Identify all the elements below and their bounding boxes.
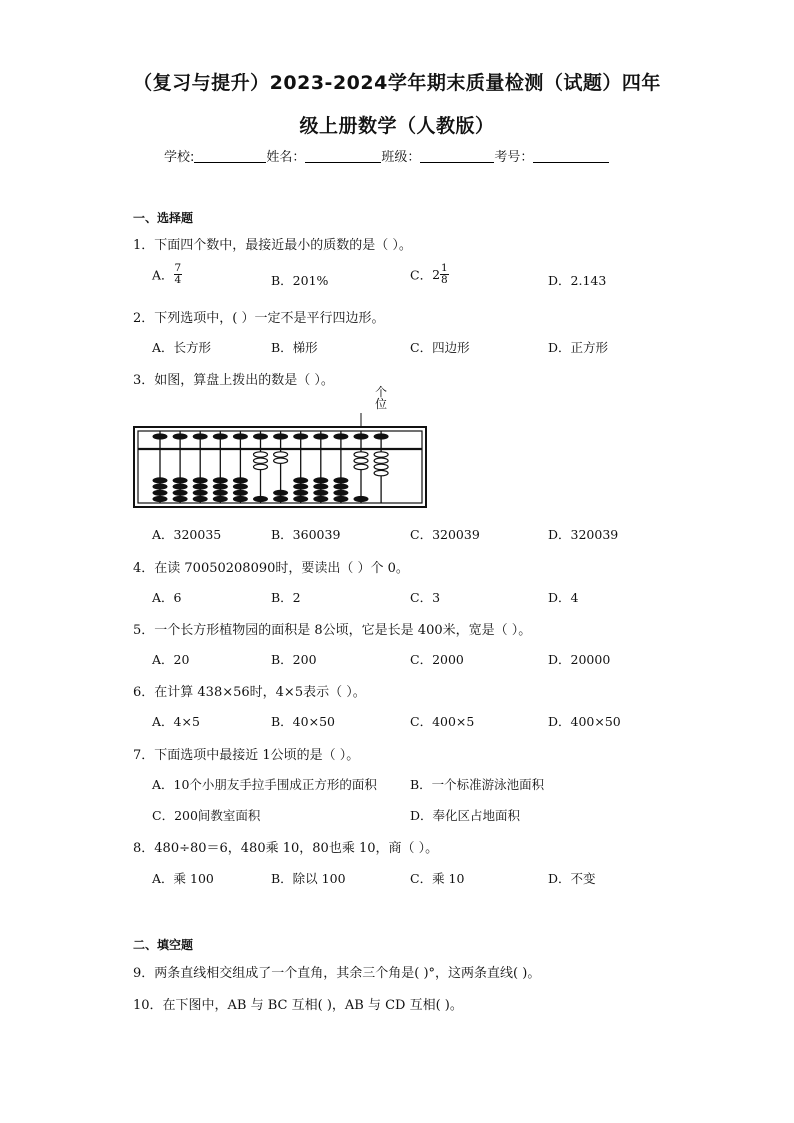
fraction-denominator: 8 <box>441 274 448 286</box>
q2-option-b[interactable]: B．梯形 <box>271 340 318 355</box>
abacus-lower-bead <box>313 477 328 483</box>
abacus-lower-bead-counted <box>354 464 368 469</box>
class-blank[interactable] <box>420 150 494 163</box>
question-8-text: 8．480÷80＝6，480乘 10，80也乘 10，商（ ）。 <box>133 841 439 856</box>
abacus-upper-bead <box>333 433 348 439</box>
abacus-lower-bead-counted <box>374 458 388 463</box>
exam-no-label: 考号： <box>494 150 534 165</box>
fraction-numerator: 1 <box>441 262 448 274</box>
abacus-lower-bead <box>193 490 208 496</box>
abacus-lower-bead-counted <box>274 452 288 457</box>
abacus-lower-bead <box>333 496 348 502</box>
abacus-lower-bead <box>213 490 228 496</box>
abacus-lower-bead <box>193 477 208 483</box>
question-4-text: 4．在读 70050208090时，要读出（ ）个 0。 <box>133 561 409 576</box>
q3-option-b[interactable]: B．360039 <box>271 527 341 542</box>
q2-option-c[interactable]: C．四边形 <box>410 340 470 355</box>
abacus-lower-bead <box>273 496 288 502</box>
q5-option-c[interactable]: C．2000 <box>410 652 464 667</box>
abacus-lower-bead <box>293 477 308 483</box>
abacus-lower-bead <box>354 496 369 502</box>
q1-option-d[interactable]: D．2.143 <box>548 273 607 288</box>
question-6-text: 6．在计算 438×56时，4×5表示（ ）。 <box>133 685 366 700</box>
abacus-lower-bead <box>313 496 328 502</box>
q2-option-d[interactable]: D．正方形 <box>548 340 609 355</box>
abacus-lower-bead <box>293 490 308 496</box>
section-fill-heading: 二、填空题 <box>133 938 194 952</box>
fraction-numerator: 7 <box>174 262 182 274</box>
school-label: 学校: <box>164 150 195 165</box>
section-choice-heading: 一、选择题 <box>133 211 194 225</box>
q3-option-a[interactable]: A．320035 <box>152 527 222 542</box>
q7-option-a[interactable]: A．10个小朋友手拉手围成正方形的面积 <box>152 777 377 792</box>
abacus-lower-bead <box>213 496 228 502</box>
q8-option-d[interactable]: D．不变 <box>548 871 596 886</box>
ones-place-label-char-2: 位 <box>374 397 387 411</box>
q5-option-d[interactable]: D．20000 <box>548 652 611 667</box>
abacus-lower-bead <box>333 484 348 490</box>
abacus-lower-bead <box>153 496 168 502</box>
abacus-lower-bead <box>173 477 188 483</box>
abacus-lower-bead <box>253 496 268 502</box>
name-blank[interactable] <box>305 150 381 163</box>
abacus-lower-bead <box>153 477 168 483</box>
q7-option-d[interactable]: D．奉化区占地面积 <box>410 808 521 823</box>
abacus-upper-bead <box>273 433 288 439</box>
abacus-lower-bead-counted <box>374 470 388 475</box>
abacus-lower-bead <box>193 484 208 490</box>
abacus-upper-bead <box>253 433 268 439</box>
abacus-lower-bead-counted <box>254 452 268 457</box>
abacus-upper-bead <box>213 433 228 439</box>
q3-option-c[interactable]: C．320039 <box>410 527 480 542</box>
q3-option-d[interactable]: D．320039 <box>548 527 619 542</box>
abacus-lower-bead-counted <box>374 464 388 469</box>
q1-option-b[interactable]: B．201% <box>271 273 329 288</box>
abacus-lower-bead <box>153 484 168 490</box>
abacus-lower-bead <box>333 490 348 496</box>
q7-option-c[interactable]: C．200间教室面积 <box>152 808 261 823</box>
abacus-lower-bead-counted <box>354 458 368 463</box>
student-info-line <box>164 146 609 165</box>
question-9-text: 9．两条直线相交组成了一个直角，其余三个角是( )°，这两条直线( )。 <box>133 966 541 981</box>
abacus-upper-bead <box>293 433 308 439</box>
q8-option-b[interactable]: B．除以 100 <box>271 871 346 886</box>
q6-option-c[interactable]: C．400×5 <box>410 714 475 729</box>
class-label: 班级： <box>381 150 421 165</box>
abacus-upper-bead <box>354 433 369 439</box>
q1-option-a[interactable] <box>152 263 182 286</box>
page-title-line-2: 级上册数学（人教版） <box>299 115 495 137</box>
abacus-lower-bead-counted <box>254 458 268 463</box>
q4-option-a[interactable]: A．6 <box>152 590 182 605</box>
q4-option-c[interactable]: C．3 <box>410 590 441 605</box>
school-blank[interactable] <box>194 150 266 163</box>
abacus-upper-bead <box>193 433 208 439</box>
q4-option-d[interactable]: D．4 <box>548 590 579 605</box>
abacus-figure <box>133 395 428 510</box>
q5-option-b[interactable]: B．200 <box>271 652 317 667</box>
question-7-text: 7．下面选项中最接近 1公顷的是（ ）。 <box>133 748 360 763</box>
abacus-lower-bead <box>293 484 308 490</box>
abacus-lower-bead <box>173 490 188 496</box>
abacus-lower-bead <box>213 477 228 483</box>
abacus-lower-bead <box>313 490 328 496</box>
abacus-lower-bead-counted <box>274 458 288 463</box>
q6-option-a[interactable]: A．4×5 <box>152 714 200 729</box>
mixed-whole-number: 2 <box>432 267 441 282</box>
name-label: 姓名： <box>266 150 306 165</box>
q4-option-b[interactable]: B．2 <box>271 590 301 605</box>
q8-option-c[interactable]: C．乘 10 <box>410 871 465 886</box>
q1-option-a-label: A． <box>152 267 174 283</box>
abacus-upper-bead <box>233 433 248 439</box>
question-1-text: 1．下面四个数中，最接近最小的质数的是（ ）。 <box>133 238 412 253</box>
abacus-lower-bead <box>213 484 228 490</box>
abacus-lower-bead <box>153 490 168 496</box>
q7-option-b[interactable]: B．一个标准游泳池面积 <box>410 777 545 792</box>
abacus-lower-bead <box>233 477 248 483</box>
abacus-lower-bead <box>293 496 308 502</box>
ones-place-label-char-1: 个 <box>374 385 387 399</box>
question-2-text: 2．下列选项中，( ）一定不是平行四边形。 <box>133 311 385 326</box>
abacus-lower-bead <box>333 477 348 483</box>
q1-option-c-fraction <box>440 263 449 286</box>
q1-option-c-label: C． <box>410 267 433 283</box>
question-3-text: 3．如图，算盘上拨出的数是（ ）。 <box>133 373 334 388</box>
abacus-upper-bead <box>173 433 188 439</box>
q2-option-a[interactable]: A．长方形 <box>152 340 212 355</box>
exam-no-blank[interactable] <box>533 150 609 163</box>
q1-option-a-fraction <box>174 263 183 286</box>
abacus-lower-bead <box>233 484 248 490</box>
abacus-lower-bead-counted <box>374 452 388 457</box>
abacus-lower-bead <box>313 484 328 490</box>
page-title-line-1: （复习与提升）2023-2024学年期末质量检测（试题）四年 <box>133 72 661 94</box>
abacus-lower-bead <box>173 484 188 490</box>
question-5-text: 5．一个长方形植物园的面积是 8公顷，它是长是 400米，宽是（ ）。 <box>133 623 532 638</box>
fraction-denominator: 4 <box>174 274 182 286</box>
q1-option-c[interactable] <box>410 263 449 286</box>
q6-option-b[interactable]: B．40×50 <box>271 714 335 729</box>
abacus-lower-bead <box>233 490 248 496</box>
abacus-lower-bead-counted <box>354 452 368 457</box>
abacus-lower-bead <box>193 496 208 502</box>
abacus-lower-bead <box>173 496 188 502</box>
abacus-upper-bead <box>153 433 168 439</box>
abacus-upper-bead <box>374 433 389 439</box>
q5-option-a[interactable]: A．20 <box>152 652 190 667</box>
q8-option-a[interactable]: A．乘 100 <box>152 871 214 886</box>
abacus-lower-bead-counted <box>254 464 268 469</box>
abacus-lower-bead <box>273 490 288 496</box>
q6-option-d[interactable]: D．400×50 <box>548 714 621 729</box>
question-10-text: 10．在下图中，AB 与 BC 互相( )，AB 与 CD 互相( )。 <box>133 998 463 1013</box>
abacus-upper-bead <box>313 433 328 439</box>
abacus-lower-bead <box>233 496 248 502</box>
